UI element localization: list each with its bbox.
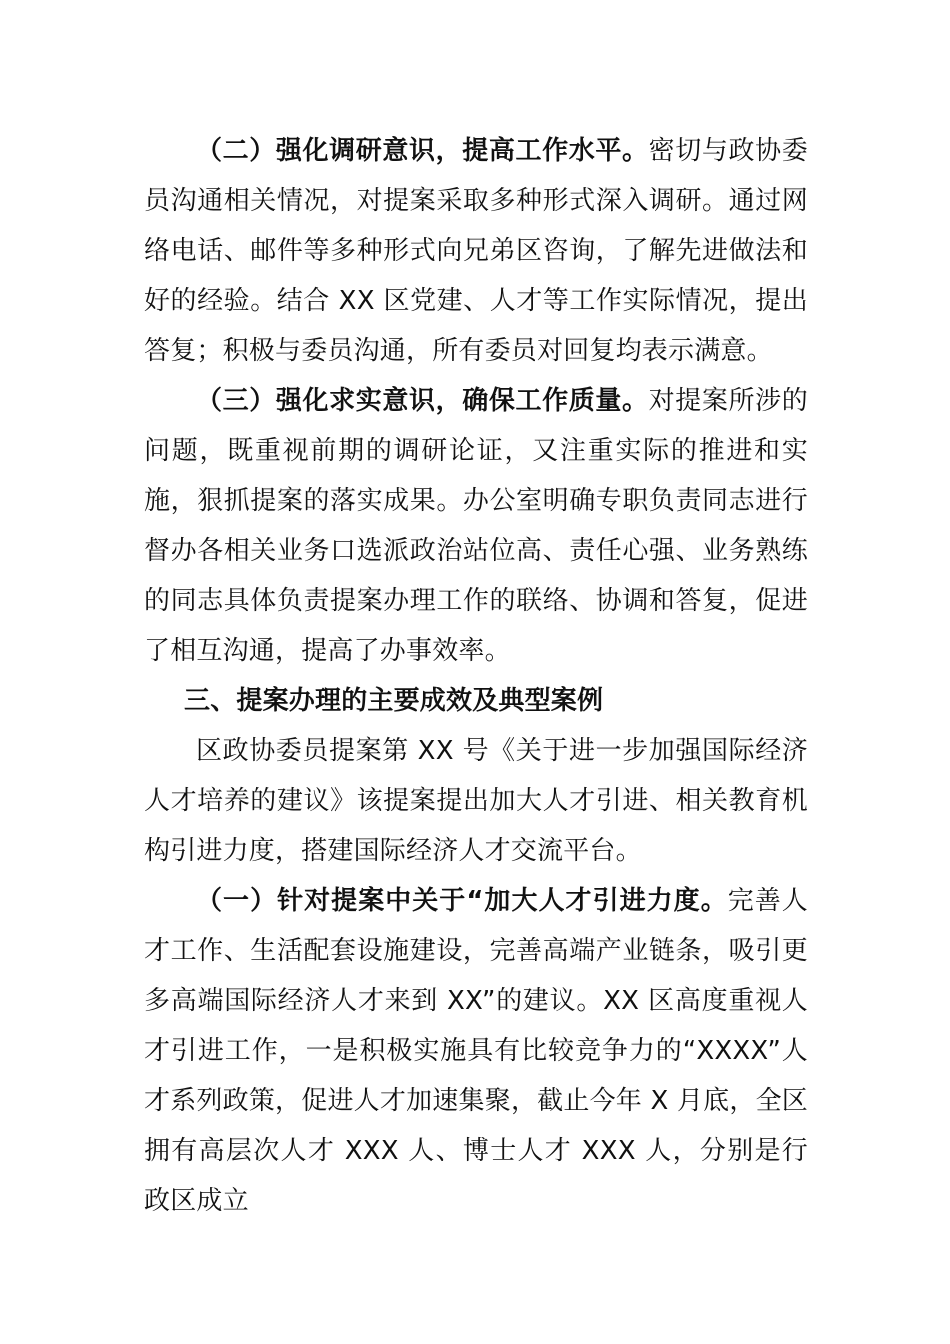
paragraph-lead: （三）强化求实意识，确保工作质量。 — [196, 386, 649, 416]
paragraph-research-awareness — [144, 126, 808, 376]
paragraph-text: 对提案所涉的问题，既重视前期的调研论证，又注重实际的推进和实施，狠抓提案的落实成果。办公室明确专职负责同志进行督办各相关业务口选派政治站位高、责任心强、业务熟练的同志具体负责提案办理工作的联络、协调和答复，促进了相互沟通，提高了办事效率。 — [144, 386, 809, 666]
paragraph-text: 完善人才工作、生活配套设施建设，完善高端产业链条，吸引更多高端国际经济人才来到 XX”的建议。XX 区高度重视人才引进工作，一是积极实施具有比较竞争力的“XXXX”人才系列政策，促进人才加速集聚，截止今年 X 月底，全区拥有高层次人才 XXX 人、博士人才 XXX 人，分别是行政区成立 — [144, 886, 808, 1216]
paragraph-case: 区政协委员提案第 XX 号《关于进一步加强国际经济人才培养的建议》该提案提出加大人才引进、相关教育机构引进力度，搭建国际经济人才交流平台。 — [144, 736, 808, 866]
section-heading: 三、提案办理的主要成效及典型案例 — [184, 686, 604, 716]
document-body — [144, 126, 808, 1226]
paragraph-lead: （二）强化调研意识，提高工作水平。 — [196, 136, 649, 166]
paragraph-talent-introduction — [144, 876, 808, 1226]
paragraph-practical-awareness — [144, 376, 808, 676]
paragraph-lead: （一）针对提案中关于“加大人才引进力度。 — [196, 886, 728, 916]
paragraph-text: 密切与政协委员沟通相关情况，对提案采取多种形式深入调研。通过网络电话、邮件等多种形式向兄弟区咨询，了解先进做法和好的经验。结合 XX 区党建、人才等工作实际情况，提出答复；积极与委员沟通，所有委员对回复均表示满意。 — [144, 136, 809, 366]
